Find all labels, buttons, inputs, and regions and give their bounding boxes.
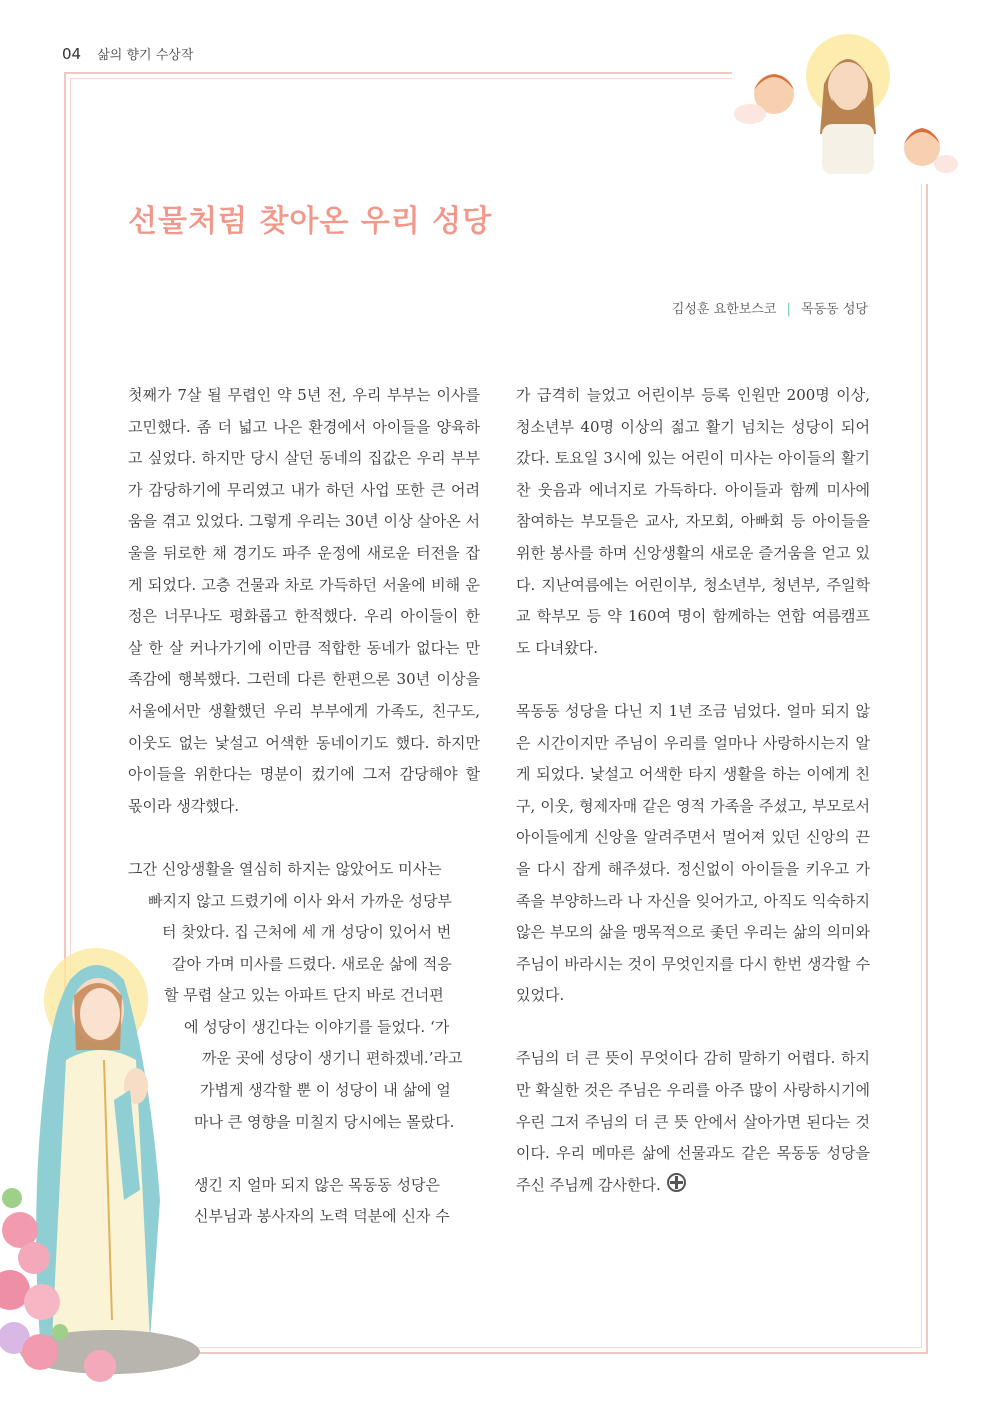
right-column: [516, 380, 870, 1233]
text-line: 마나 큰 영향을 미칠지 당시에는 몰랐다.: [194, 1112, 455, 1131]
paragraph: 목동동 성당을 다닌 지 1년 조금 넘었다. 얼마 되지 않은 시간이지만 주님이 우리를 얼마나 사랑하시는지 알게 되었다. 낯설고 어색한 타지 생활을 하는 이에게 친구, 이웃, 형제자매 같은 영적 가족을 주셨고, 부모로서 아이들에게 신앙을 알려주면서 멀어져 있던 신앙의 끈을 다시 잡게 해주셨다. 정신없이 아이들을 키우고 가족을 부양하느라 나 자신을 잊어가고, 아직도 익숙하지 않은 부모의 삶을 맹목적으로 좇던 우리는 삶의 의미와 주님이 바라시는 것이 무엇인지를 다시 한번 생각할 수 있었다.: [516, 701, 870, 1005]
paragraph: 첫째가 7살 될 무렵인 약 5년 전, 우리 부부는 이사를 고민했다. 좀 더 넓고 나은 환경에서 아이들을 양육하고 싶었다. 하지만 당시 살던 동네의 집값은 우리 부부가 감당하기에 무리였고 내가 하던 사업 또한 큰 어려움을 겪고 있었다. 그렇게 우리는 30년 이상 살아온 서울을 뒤로한 채 경기도 파주 운정에 새로운 터전을 잡게 되었다. 고층 건물과 차로 가득하던 서울에 비해 운정은 너무나도 평화롭고 한적했다. 우리 아이들이 한 살 한 살 커나가기에 이만큼 적합한 동네가 없다는 만족감에 행복했다. 그런데 다른 한편으론 30년 이상을 서울에서만 생활했던 우리 부부에게 가족도, 친구도, 이웃도 없는 낯설고 어색한 동네이기도 했다. 하지만 아이들을 위한다는 명분이 컸기에 그저 감당해야 할 몫이라 생각했다.: [128, 386, 480, 815]
text-line: 가볍게 생각할 뿐 이 성당이 내 삶에 얼: [200, 1081, 451, 1100]
paragraph: 가 급격히 늘었고 어린이부 등록 인원만 200명 이상, 청소년부 40명 이상의 젊고 활기 넘치는 성당이 되어갔다. 토요일 3시에 있는 어린이 미사는 아이들의 활기찬 웃음과 에너지로 가득하다. 아이들과 함께 미사에 참여하는 부모들은 교사, 자모회, 아빠회 등 아이들을 위한 봉사를 하며 신앙생활의 새로운 즐거움을 얻고 있다. 지난여름에는 어린이부, 청소년부, 청년부, 주일학교 학부모 등 약 160여 명이 함께하는 연합 여름캠프도 다녀왔다.: [516, 386, 870, 657]
text-line: 빠지지 않고 드렸기에 이사 와서 가까운 성당부: [148, 891, 452, 910]
text-line: 그간 신앙생활을 열심히 하지는 않았어도 미사는: [128, 859, 442, 878]
jesus-and-angels-illustration: [732, 24, 958, 184]
text-line: 신부님과 봉사자의 노력 덕분에 신자 수: [194, 1207, 450, 1226]
page-number: 04: [62, 45, 82, 63]
text-line: 터 찾았다. 집 근처에 세 개 성당이 있어서 번: [162, 923, 452, 942]
paragraph-final: [516, 1043, 870, 1201]
parish-name: 목동동 성당: [801, 302, 868, 317]
text-line: 갈아 가며 미사를 드렸다. 새로운 삶에 적응: [172, 954, 452, 973]
author-name: 김성훈 요한보스코: [671, 302, 777, 317]
byline-separator: |: [786, 302, 791, 317]
section-label: 삶의 향기 수상작: [97, 48, 194, 63]
text-line: 에 성당이 생긴다는 이야기를 들었다. ‘가: [184, 1017, 450, 1036]
paragraph-text: 주님의 더 큰 뜻이 무엇이다 감히 말하기 어렵다. 하지만 확실한 것은 주님은 우리를 아주 많이 사랑하시기에 우린 그저 주님의 더 큰 뜻 안에서 살아가면 된다는 것이다. 우리 메마른 삶에 선물과도 같은 목동동 성당을 주신 주님께 감사한다.: [516, 1049, 870, 1194]
text-line: 생긴 지 얼마 되지 않은 목동동 성당은: [194, 1175, 440, 1194]
end-mark-icon: [667, 1173, 686, 1192]
text-line: 까운 곳에 성당이 생기니 편하겠네.’라고: [202, 1049, 463, 1068]
page-header: [62, 44, 193, 63]
mary-illustration: [0, 940, 206, 1388]
text-line: 할 무렵 살고 있는 아파트 단지 바로 건너편: [164, 986, 444, 1005]
byline: [672, 298, 868, 317]
article-title: 선물처럼 찾아온 우리 성당: [128, 204, 493, 239]
